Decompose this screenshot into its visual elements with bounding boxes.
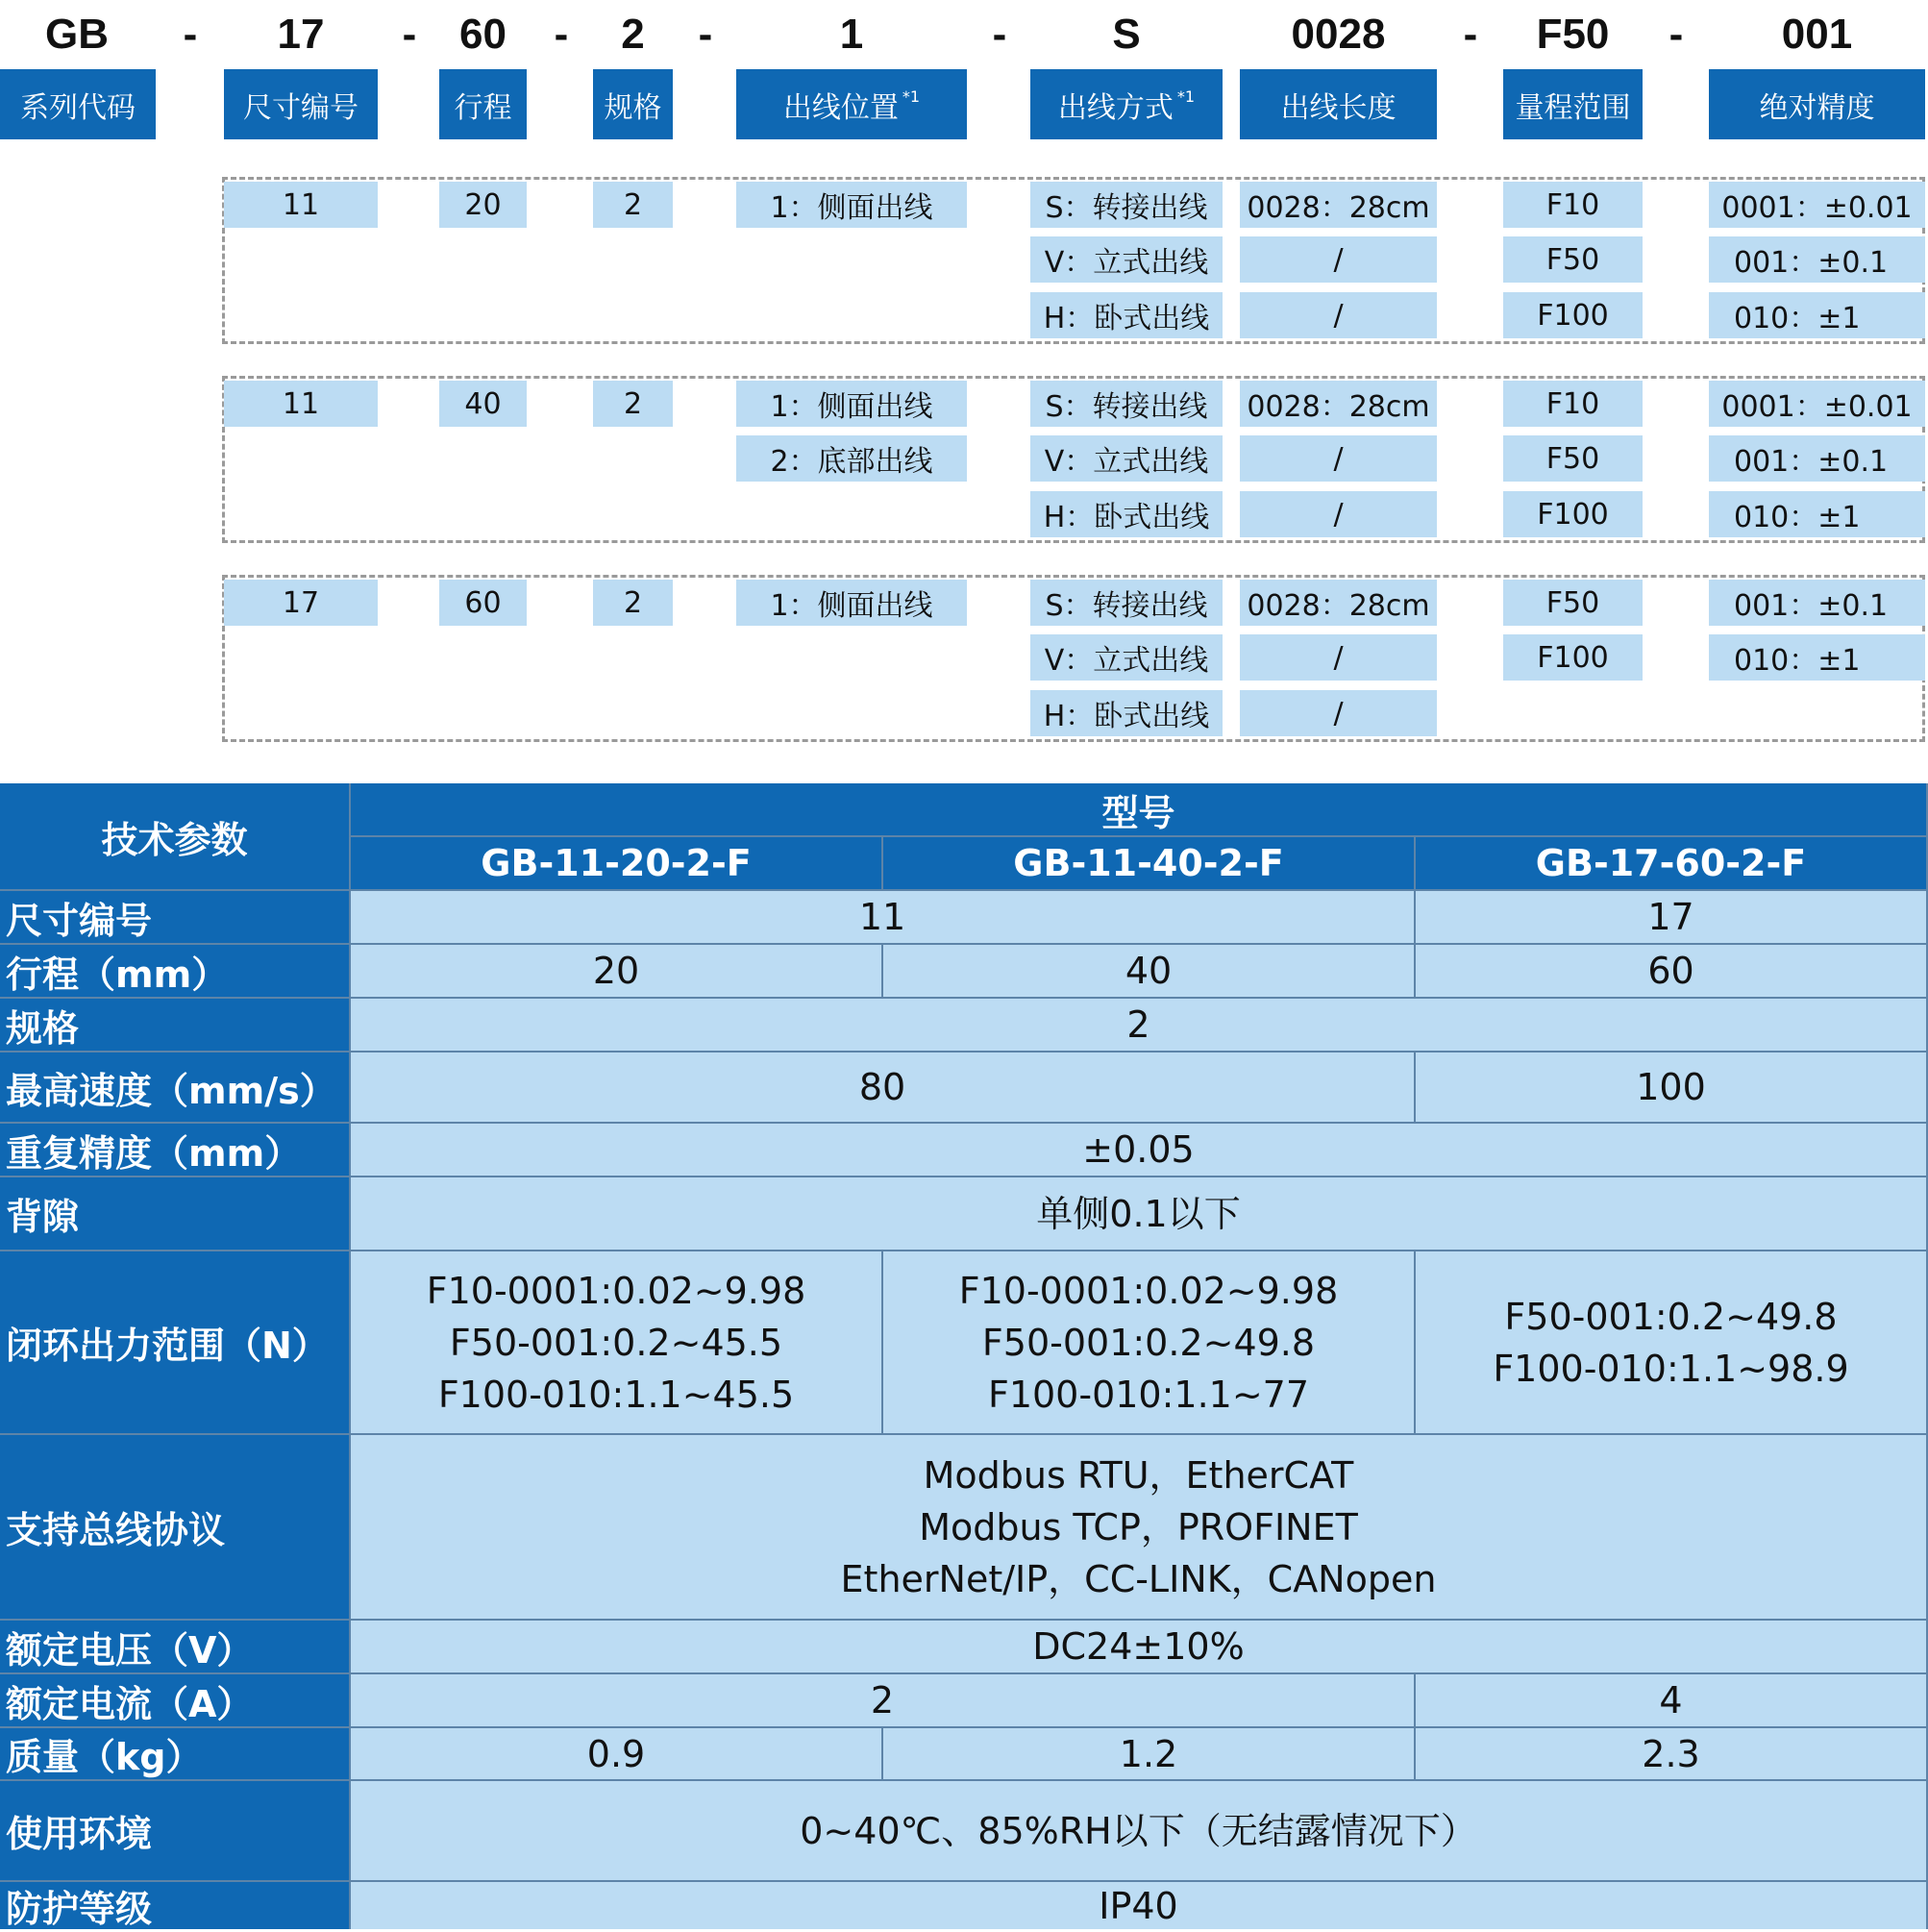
force-range-value: F10-0001:0.02~9.98 F50-001:0.2~49.8 F100-010:1.1~77 (883, 1251, 1416, 1435)
max-speed-value: 100 (1416, 1053, 1928, 1124)
option-size: 11 (224, 182, 378, 228)
option-range: F50 (1503, 580, 1643, 626)
option-accuracy: 001：±0.1 (1709, 435, 1925, 482)
option-stroke: 20 (439, 182, 527, 228)
option-exit-method: V：立式出线 (1030, 236, 1223, 283)
repeat-accuracy-value: ±0.05 (351, 1124, 1928, 1177)
model-name: GB-17-60-2-F (1416, 837, 1928, 891)
option-exit-position: 1：侧面出线 (736, 182, 967, 228)
mass-value: 0.9 (351, 1728, 883, 1781)
code-cable-length: 0028 (1291, 11, 1386, 58)
option-accuracy: 0001：±0.01 (1709, 381, 1925, 427)
code-dash: - (554, 11, 569, 58)
model-name: GB-11-20-2-F (351, 837, 883, 891)
option-range: F50 (1503, 236, 1643, 283)
footnote-mark: *1 (1176, 87, 1196, 106)
row-label-force-range: 闭环出力范围（N） (0, 1251, 351, 1435)
option-accuracy: 010：±1 (1709, 491, 1925, 537)
force-range-value: F50-001:0.2~49.8 F100-010:1.1~98.9 (1416, 1251, 1928, 1435)
option-range: F100 (1503, 634, 1643, 681)
code-dash: - (402, 11, 417, 58)
backlash-value: 单侧0.1以下 (351, 1177, 1928, 1251)
code-dash: - (992, 11, 1007, 58)
option-stroke: 60 (439, 580, 527, 626)
option-size: 17 (224, 580, 378, 626)
header-spec: 规格 (593, 69, 673, 139)
row-label-repeat-accuracy: 重复精度（mm） (0, 1124, 351, 1177)
spec-value: 2 (351, 999, 1928, 1053)
row-label-max-speed: 最高速度（mm/s） (0, 1053, 351, 1124)
option-accuracy: 010：±1 (1709, 634, 1925, 681)
option-stroke: 40 (439, 381, 527, 427)
rated-voltage-value: DC24±10% (351, 1621, 1928, 1674)
option-exit-method: H：卧式出线 (1030, 491, 1223, 537)
mass-value: 1.2 (883, 1728, 1416, 1781)
row-label-stroke: 行程（mm） (0, 945, 351, 999)
header-range: 量程范围 (1503, 69, 1643, 139)
option-exit-position: 1：侧面出线 (736, 580, 967, 626)
protection-value: IP40 (351, 1882, 1928, 1929)
option-range: F10 (1503, 182, 1643, 228)
stroke-value: 40 (883, 945, 1416, 999)
option-cable-length: / (1240, 292, 1437, 338)
model-name: GB-11-40-2-F (883, 837, 1416, 891)
option-exit-method: H：卧式出线 (1030, 690, 1223, 736)
bus-protocol-value: Modbus RTU，EtherCAT Modbus TCP，PROFINET EtherNet/IP，CC-LINK，CANopen (351, 1435, 1928, 1621)
option-spec: 2 (593, 381, 673, 427)
option-range: F100 (1503, 292, 1643, 338)
option-cable-length: / (1240, 690, 1437, 736)
option-cable-length: / (1240, 491, 1437, 537)
environment-value: 0~40℃、85%RH以下（无结露情况下） (351, 1781, 1928, 1882)
option-spec: 2 (593, 182, 673, 228)
option-accuracy: 001：±0.1 (1709, 236, 1925, 283)
option-cable-length: 0028：28cm (1240, 381, 1437, 427)
option-exit-method: S：转接出线 (1030, 580, 1223, 626)
stroke-value: 20 (351, 945, 883, 999)
option-exit-method: H：卧式出线 (1030, 292, 1223, 338)
option-accuracy: 001：±0.1 (1709, 580, 1925, 626)
code-accuracy: 001 (1781, 11, 1853, 58)
option-exit-method: S：转接出线 (1030, 182, 1223, 228)
footnote-mark: *1 (902, 87, 921, 106)
max-speed-value: 80 (351, 1053, 1416, 1124)
code-stroke: 60 (459, 11, 507, 58)
size-value: 17 (1416, 891, 1928, 945)
option-range: F10 (1503, 381, 1643, 427)
row-label-spec: 规格 (0, 999, 351, 1053)
option-cable-length: / (1240, 634, 1437, 681)
option-cable-length: / (1240, 236, 1437, 283)
option-exit-method: S：转接出线 (1030, 381, 1223, 427)
option-range: F100 (1503, 491, 1643, 537)
force-range-value: F10-0001:0.02~9.98 F50-001:0.2~45.5 F100-010:1.1~45.5 (351, 1251, 883, 1435)
row-label-size: 尺寸编号 (0, 891, 351, 945)
code-exit-method: S (1112, 11, 1141, 58)
row-label-rated-voltage: 额定电压（V） (0, 1621, 351, 1674)
mass-value: 2.3 (1416, 1728, 1928, 1781)
option-exit-position: 1：侧面出线 (736, 381, 967, 427)
code-dash: - (1668, 11, 1684, 58)
row-label-mass: 质量（kg） (0, 1728, 351, 1781)
code-size: 17 (277, 11, 325, 58)
code-series: GB (45, 11, 109, 58)
header-exit-position: 出线位置 $^{*1}$ (736, 69, 967, 139)
header-accuracy: 绝对精度 (1709, 69, 1925, 139)
option-range: F50 (1503, 435, 1643, 482)
row-label-protection: 防护等级 (0, 1882, 351, 1929)
code-dash: - (183, 11, 198, 58)
row-label-backlash: 背隙 (0, 1177, 351, 1251)
option-cable-length: / (1240, 435, 1437, 482)
option-accuracy: 010：±1 (1709, 292, 1925, 338)
rated-current-value: 2 (351, 1674, 1416, 1728)
header-stroke: 行程 (439, 69, 527, 139)
row-label-rated-current: 额定电流（A） (0, 1674, 351, 1728)
option-spec: 2 (593, 580, 673, 626)
option-cable-length: 0028：28cm (1240, 580, 1437, 626)
header-exit-method: 出线方式 $^{*1}$ (1030, 69, 1223, 139)
model-header: 型号 (351, 783, 1928, 837)
rated-current-value: 4 (1416, 1674, 1928, 1728)
header-size-number: 尺寸编号 (224, 69, 378, 139)
param-header: 技术参数 (0, 783, 351, 891)
option-exit-method: V：立式出线 (1030, 435, 1223, 482)
row-label-bus-protocol: 支持总线协议 (0, 1435, 351, 1621)
row-label-environment: 使用环境 (0, 1781, 351, 1882)
option-exit-method: V：立式出线 (1030, 634, 1223, 681)
header-series-code: 系列代码 (0, 69, 156, 139)
option-size: 11 (224, 381, 378, 427)
header-cable-length: 出线长度 (1240, 69, 1437, 139)
code-spec: 2 (621, 11, 645, 58)
code-dash: - (1463, 11, 1478, 58)
code-dash: - (698, 11, 713, 58)
code-range: F50 (1536, 11, 1610, 58)
size-value: 11 (351, 891, 1416, 945)
option-accuracy: 0001：±0.01 (1709, 182, 1925, 228)
option-cable-length: 0028：28cm (1240, 182, 1437, 228)
stroke-value: 60 (1416, 945, 1928, 999)
code-exit-position: 1 (839, 11, 864, 58)
option-exit-position: 2：底部出线 (736, 435, 967, 482)
